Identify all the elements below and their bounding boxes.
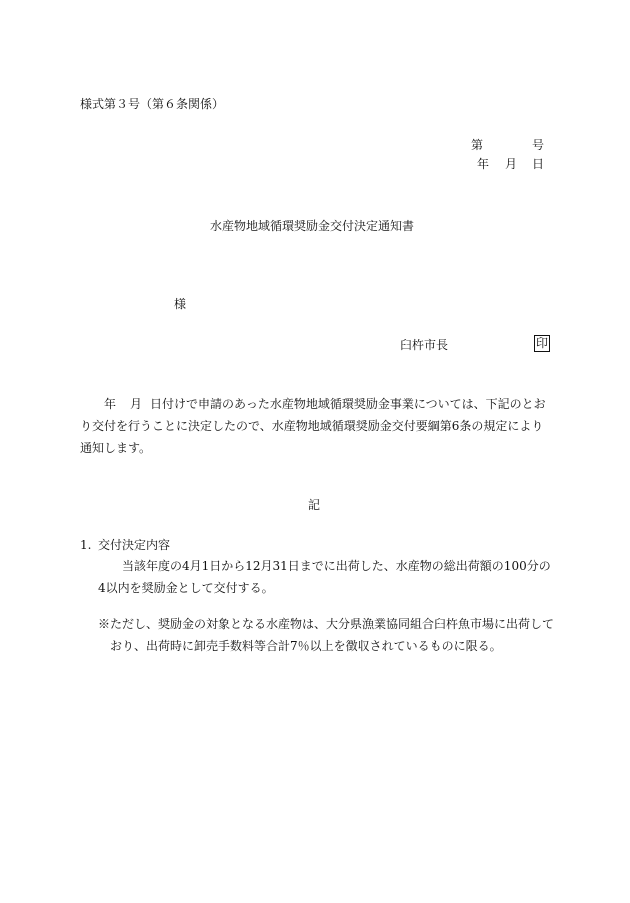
number-prefix: 第 — [471, 138, 484, 152]
section1-number: 1. — [80, 538, 92, 552]
document-title: 水産物地域循環奨励金交付決定通知書 — [210, 219, 415, 233]
section1-note: ※ただし、奨励金の対象となる水産物は、大分県漁業協同組合臼杵魚市場に出荷しており、出荷時に卸売手数料等合計7％以上を徴収されているものに限る。 — [98, 617, 555, 653]
addressee-suffix: 様 — [174, 297, 187, 311]
date-month: 月 — [505, 157, 518, 171]
section1-heading: 交付決定内容 — [98, 538, 171, 552]
issuer-name: 臼杵市長 — [400, 338, 449, 352]
body-year: 年 — [104, 397, 117, 411]
body-month: 月 — [130, 397, 143, 411]
ki-heading: 記 — [308, 498, 321, 512]
seal-box: 印 — [535, 336, 548, 350]
date-year: 年 — [477, 157, 490, 171]
section1-text: 当該年度の4月1日から12月31日までに出荷した、水産物の総出荷額の100分の4以内を奨励金として交付する。 — [98, 559, 551, 595]
date-day: 日 — [532, 157, 545, 171]
number-suffix: 号 — [532, 138, 545, 152]
form-label: 様式第３号（第６条関係） — [80, 97, 225, 111]
body-paragraph: 日付けで申請のあった水産物地域循環奨励金事業については、下記のとおり交付を行うことに決定したので、水産物地域循環奨励金交付要綱第6条の規定により通知します。 — [80, 397, 546, 455]
